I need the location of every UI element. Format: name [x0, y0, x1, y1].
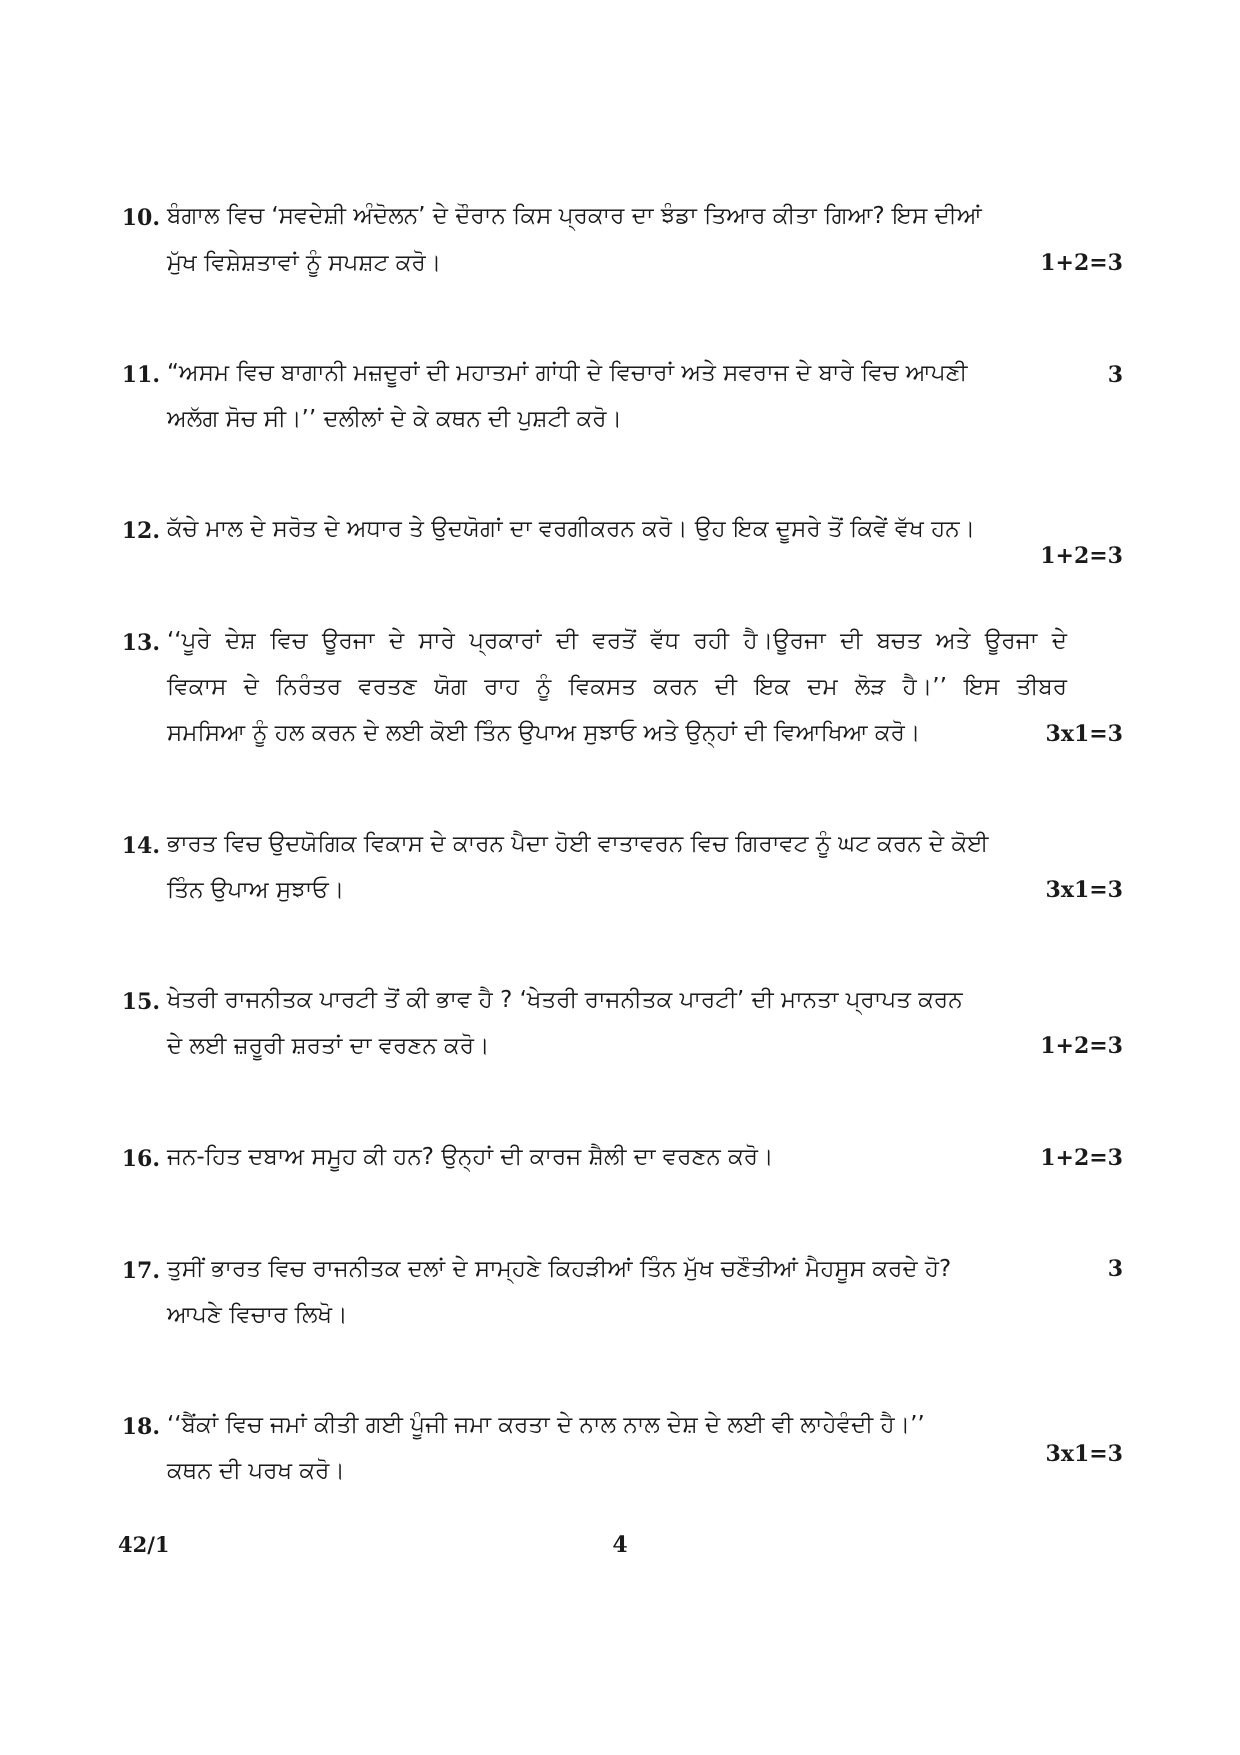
marks-label: 1+2=3: [1040, 543, 1123, 569]
paper-code: 42/1: [118, 1532, 170, 1557]
marks-label: 1+2=3: [1040, 250, 1123, 276]
question-text-line-2: ਦੇ ਲਈ ਜ਼ਰੂਰੀ ਸ਼ਰਤਾਂ ਦਾ ਵਰਣਨ ਕਰੋ।: [167, 1033, 490, 1059]
question-text-line-1: ਤੁਸੀਂ ਭਾਰਤ ਵਿਚ ਰਾਜਨੀਤਕ ਦਲਾਂ ਦੇ ਸਾਮ੍ਹਣੇ ਕਿਹੜੀਆਂ ਤਿੰਨ ਮੁੱਖ ਚਣੌਤੀਆਂ ਮੈਹਸੂਸ ਕਰਦੇ ਹੋ?: [167, 1256, 952, 1282]
question-text-line-1: “ਅਸਮ ਵਿਚ ਬਾਗਾਨੀ ਮਜ਼ਦੂਰਾਂ ਦੀ ਮਹਾਤਮਾਂ ਗਾਂਧੀ ਦੇ ਵਿਚਾਰਾਂ ਅਤੇ ਸਵਰਾਜ ਦੇ ਬਾਰੇ ਵਿਚ ਆਪਣੀ: [167, 360, 968, 386]
question-number: 17.: [121, 1258, 160, 1284]
page-number: 4: [612, 1532, 628, 1558]
question-text-line-2: ਤਿੰਨ ਉਪਾਅ ਸੁਝਾਓ।: [167, 877, 345, 903]
question-number: 12.: [121, 518, 160, 544]
question-number: 11.: [121, 362, 160, 388]
question-text-line-1: ਕੱਚੇ ਮਾਲ ਦੇ ਸਰੋਤ ਦੇ ਅਧਾਰ ਤੇ ਉਦਯੋਗਾਂ ਦਾ ਵਰਗੀਕਰਨ ਕਰੋ। ਉਹ ਇਕ ਦੂਸਰੇ ਤੋਂ ਕਿਵੇਂ ਵੱਖ ਹਨ।: [167, 516, 976, 542]
question-text-line-1: ਬੰਗਾਲ ਵਿਚ ‘ਸਵਦੇਸ਼ੀ ਅੰਦੋਲਨ’ ਦੇ ਦੌਰਾਨ ਕਿਸ ਪ੍ਰਕਾਰ ਦਾ ਝੰਡਾ ਤਿਆਰ ਕੀਤਾ ਗਿਆ? ਇਸ ਦੀਆਂ: [167, 203, 982, 229]
question-number: 10.: [121, 205, 160, 231]
marks-label: 3x1=3: [1045, 1441, 1123, 1467]
question-number: 14.: [121, 833, 160, 859]
question-text-line-2: ਮੁੱਖ ਵਿਸ਼ੇਸ਼ਤਾਵਾਂ ਨੂੰ ਸਪਸ਼ਟ ਕਰੋ।: [167, 250, 442, 276]
question-number: 18.: [121, 1414, 160, 1440]
question-text-line-1: ‘‘ਪੂਰੇ ਦੇਸ਼ ਵਿਚ ਊਰਜਾ ਦੇ ਸਾਰੇ ਪ੍ਰਕਾਰਾਂ ਦੀ ਵਰਤੋਂ ਵੱਧ ਰਹੀ ਹੈ।ਊਰਜਾ ਦੀ ਬਚਤ ਅਤੇ ਊਰਜਾ ਦੇ: [167, 628, 1067, 654]
question-text-line-1: ਜਨ-ਹਿਤ ਦਬਾਅ ਸਮੂਹ ਕੀ ਹਨ? ਉਨ੍ਹਾਂ ਦੀ ਕਾਰਜ ਸ਼ੈਲੀ ਦਾ ਵਰਣਨ ਕਰੋ।: [167, 1144, 774, 1170]
marks-label: 1+2=3: [1040, 1033, 1123, 1059]
marks-label: 3: [1107, 1256, 1123, 1282]
question-text-line-3: ਸਮਸਿਆ ਨੂੰ ਹਲ ਕਰਨ ਦੇ ਲਈ ਕੋਈ ਤਿੰਨ ਉਪਾਅ ਸੁਝਾਓ ਅਤੇ ਉਨ੍ਹਾਂ ਦੀ ਵਿਆਖਿਆ ਕਰੋ।: [167, 720, 921, 746]
question-text-line-1: ਖੇਤਰੀ ਰਾਜਨੀਤਕ ਪਾਰਟੀ ਤੋਂ ਕੀ ਭਾਵ ਹੈ ? ‘ਖੇਤਰੀ ਰਾਜਨੀਤਕ ਪਾਰਟੀ’ ਦੀ ਮਾਨਤਾ ਪ੍ਰਾਪਤ ਕਰਨ: [167, 987, 963, 1013]
marks-label: 3x1=3: [1045, 877, 1123, 903]
question-text-line-1: ਭਾਰਤ ਵਿਚ ਉਦਯੋਗਿਕ ਵਿਕਾਸ ਦੇ ਕਾਰਨ ਪੈਦਾ ਹੋਈ ਵਾਤਾਵਰਨ ਵਿਚ ਗਿਰਾਵਟ ਨੂੰ ਘਟ ਕਰਨ ਦੇ ਕੋਈ: [167, 831, 989, 857]
question-text-line-1: ‘‘ਬੈਂਕਾਂ ਵਿਚ ਜਮਾਂ ਕੀਤੀ ਗਈ ਪੂੰਜੀ ਜਮਾ ਕਰਤਾ ਦੇ ਨਾਲ ਨਾਲ ਦੇਸ਼ ਦੇ ਲਈ ਵੀ ਲਾਹੇਵੰਦੀ ਹੈ।’’: [167, 1412, 925, 1438]
question-text-line-2: ਆਪਣੇ ਵਿਚਾਰ ਲਿਖੋ।: [167, 1302, 348, 1328]
marks-label: 3: [1107, 362, 1123, 388]
question-text-line-2: ਅਲੱਗ ਸੋਚ ਸੀ।’’ ਦਲੀਲਾਂ ਦੇ ਕੇ ਕਥਨ ਦੀ ਪੁਸ਼ਟੀ ਕਰੋ।: [167, 406, 623, 432]
question-text-line-2: ਵਿਕਾਸ ਦੇ ਨਿਰੰਤਰ ਵਰਤਣ ਯੋਗ ਰਾਹ ਨੂੰ ਵਿਕਸਤ ਕਰਨ ਦੀ ਇਕ ਦਮ ਲੋੜ ਹੈ।’’ ਇਸ ਤੀਬਰ: [167, 674, 1067, 700]
question-number: 13.: [121, 630, 160, 656]
question-number: 16.: [121, 1146, 160, 1172]
marks-label: 1+2=3: [1040, 1145, 1123, 1171]
question-text-line-2: ਕਥਨ ਦੀ ਪਰਖ ਕਰੋ।: [167, 1458, 345, 1484]
marks-label: 3x1=3: [1045, 721, 1123, 747]
question-number: 15.: [121, 989, 160, 1015]
